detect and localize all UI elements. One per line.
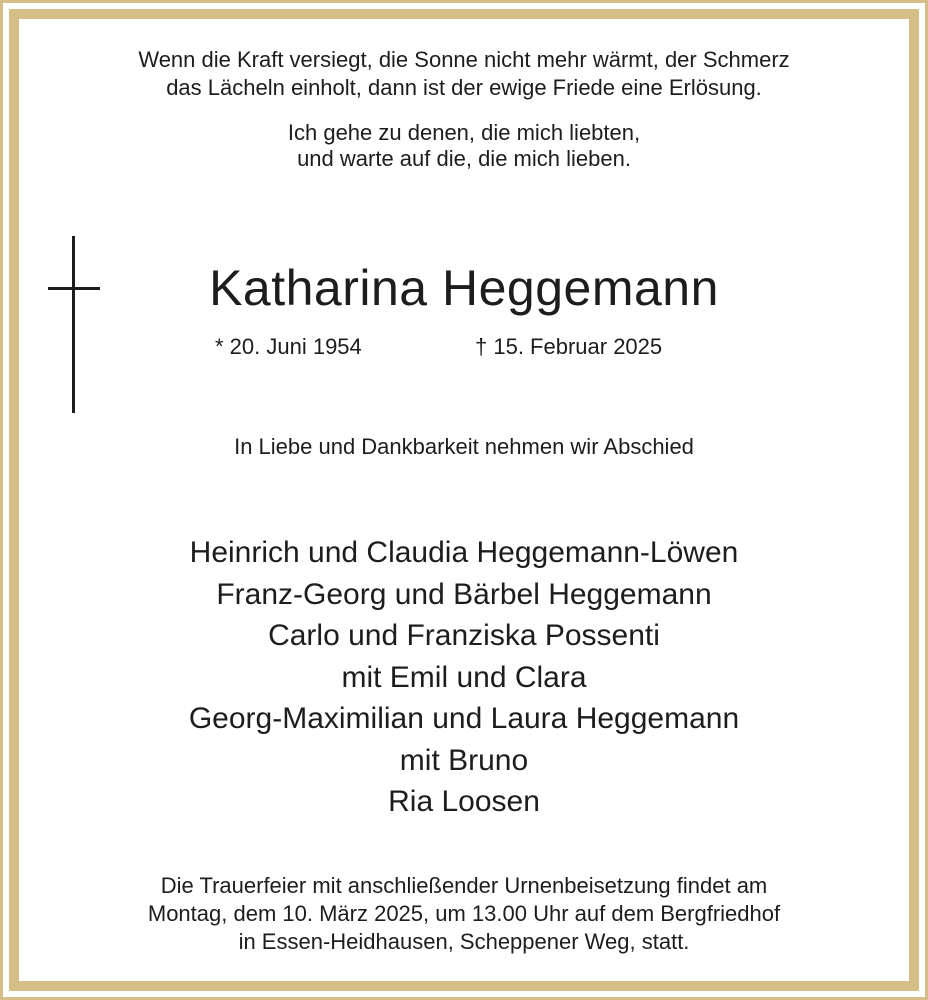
- funeral-info-line: Die Trauerfeier mit anschließender Urnenbeisetzung findet am: [160, 873, 768, 898]
- mourner: Heinrich und Claudia Heggemann-Löwen: [189, 536, 739, 569]
- funeral-info: [0, 872, 928, 956]
- opening-quote: [0, 46, 928, 102]
- quote-line: Wenn die Kraft versiegt, die Sonne nicht mehr wärmt, der Schmerz: [138, 47, 790, 72]
- deceased-name: Katharina Heggemann: [209, 260, 719, 316]
- funeral-info-line: in Essen-Heidhausen, Scheppener Weg, statt.: [238, 929, 690, 954]
- mourner: Carlo und Franziska Possenti: [268, 619, 660, 652]
- mourner: Georg-Maximilian und Laura Heggemann: [188, 702, 740, 735]
- second-quote: [0, 120, 928, 172]
- birth-date: * 20. Juni 1954: [215, 334, 362, 359]
- mourner: Franz-Georg und Bärbel Heggemann: [216, 577, 712, 611]
- mourners-list: [0, 532, 928, 823]
- quote-line: und warte auf die, die mich lieben.: [297, 146, 631, 171]
- mourner: mit Emil und Clara: [341, 660, 587, 694]
- mourner: Ria Loosen: [388, 785, 540, 818]
- mourner: mit Bruno: [399, 743, 529, 777]
- quote-line: das Lächeln einholt, dann ist der ewige Friede eine Erlösung.: [166, 75, 762, 100]
- quote-line: Ich gehe zu denen, die mich liebten,: [287, 120, 641, 145]
- death-date: † 15. Februar 2025: [475, 334, 663, 359]
- farewell-text: In Liebe und Dankbarkeit nehmen wir Abschied: [234, 434, 694, 459]
- funeral-info-line: Montag, dem 10. März 2025, um 13.00 Uhr auf dem Bergfriedhof: [147, 901, 781, 926]
